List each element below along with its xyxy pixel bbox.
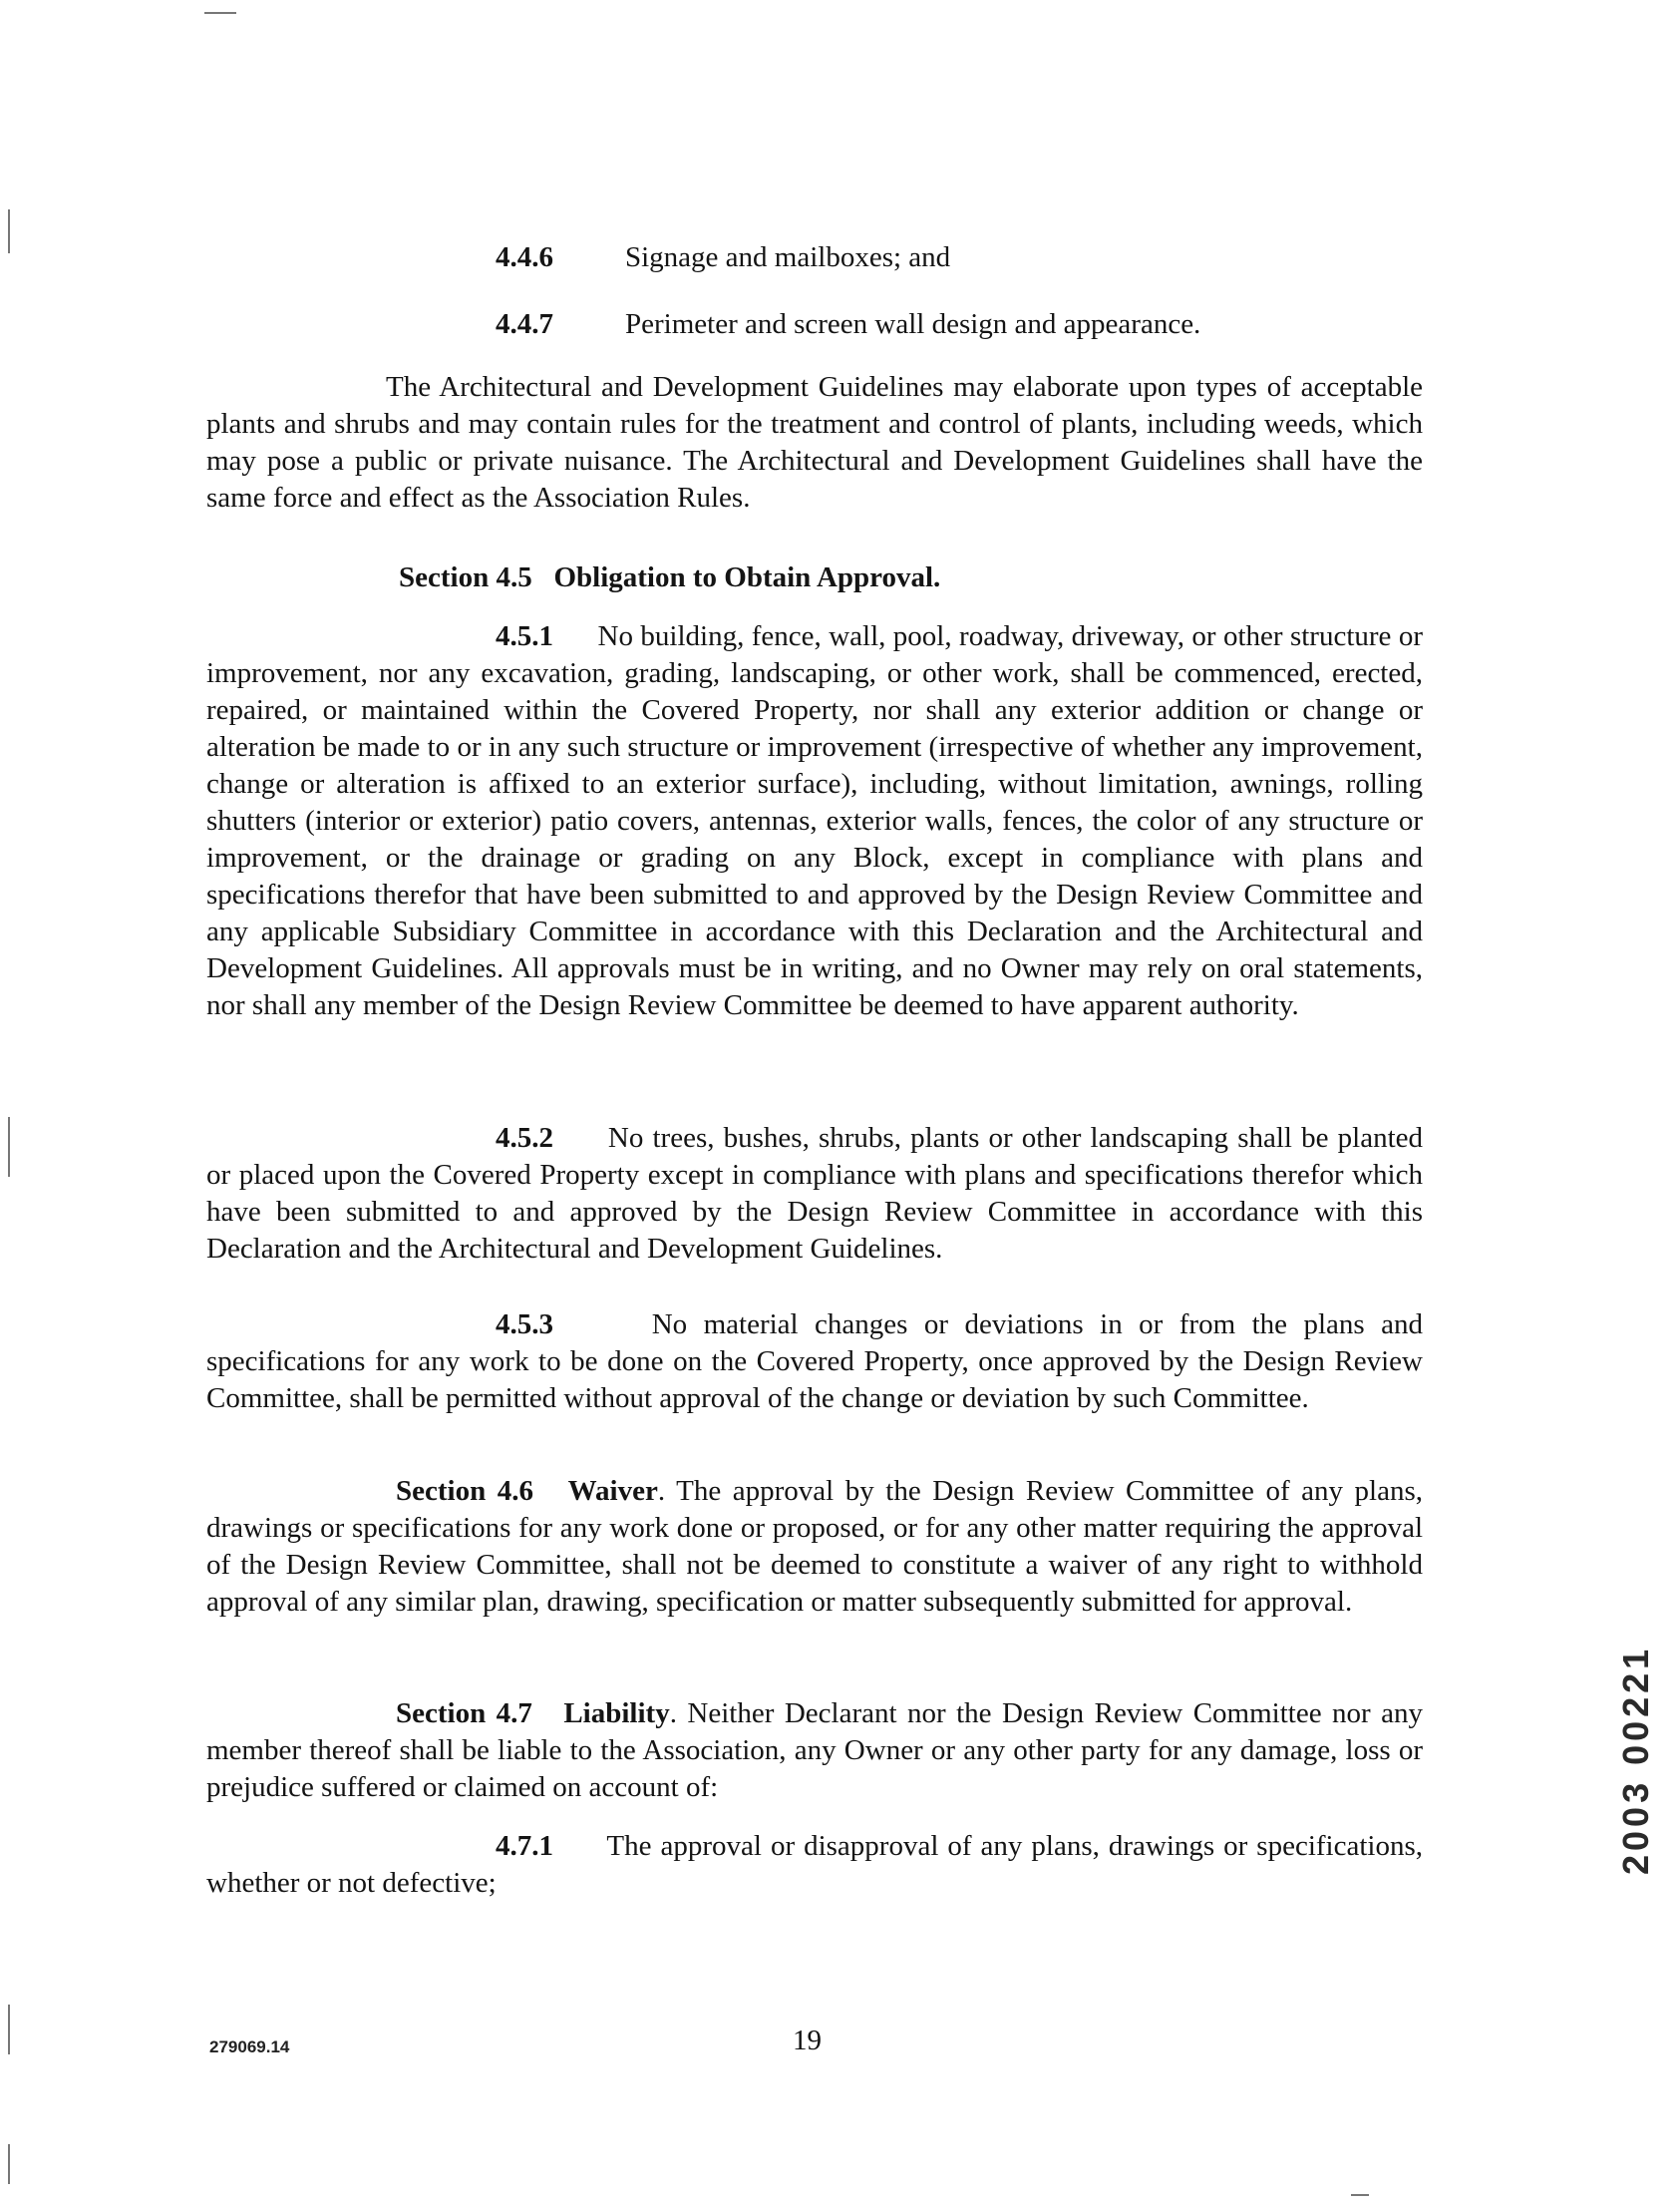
scan-mark-left-4 [8,2144,10,2184]
item-number: 4.4.7 [496,308,553,340]
scan-mark-bottom [1351,2194,1369,2196]
section-text: . Neither Declarant nor the Design Review Committee nor any member thereof shall be liable to the Association, any Owner or any other party for any damage, loss or prejudice suffered or claimed on account of: [206,1697,1424,1803]
section-label: Section 4.7 [396,1697,532,1729]
item-text: Perimeter and screen wall design and appearance. [625,308,1201,340]
list-item-4-4-7 [496,306,1200,342]
section-4-7 [206,1695,1423,1806]
document-id: 279069.14 [209,2037,290,2056]
paragraph-number: 4.5.3 [496,1308,553,1340]
scan-mark-left-1 [8,209,10,253]
guidelines-paragraph: The Architectural and Development Guidelines may elaborate upon types of acceptable plants and shrubs and may contain rules for the treatment and control of plants, including weeds, which may pose a public or private nuisance. The Architectural and Development Guidelines shall have the same force and effect as the Association Rules. [206,371,1423,514]
list-item-4-4-6 [496,239,950,275]
recording-stamp: 2003 00221 [1615,1645,1656,1875]
paragraph-text: No trees, bushes, shrubs, plants or other landscaping shall be planted or placed upon the Covered Property except in compliance with plans and specifications therefor which have been submitted to and approved by the Design Review Committee in accordance with this Declaration and the Architectural and Development Guidelines. [206,1122,1424,1265]
paragraph-number: 4.5.2 [496,1122,553,1154]
paragraph-4-5-1 [206,618,1423,1024]
section-label: Section 4.6 [396,1475,534,1507]
section-4-6 [206,1473,1423,1621]
paragraph-4-5-2 [206,1120,1423,1268]
scan-mark-left-3 [8,2005,10,2054]
paragraph-text: No building, fence, wall, pool, roadway, driveway, or other structure or improvement, nor any excavation, grading, landscaping, or other work, shall be commenced, erected, repaired, or maintained within the Covered Property, nor shall any exterior addition or change or alteration be made to or in any such structure or improvement (irrespective of whether any improvement, change or alteration is affixed to an exterior surface), including, without limitation, awnings, rolling shutters (interior or exterior) patio covers, antennas, exterior walls, fences, the color of any structure or improvement, or the drainage or grading on any Block, except in compliance with plans and specifications therefor that have been submitted to and approved by the Design Review Committee and any applicable Subsidiary Committee in accordance with this Declaration and the Architectural and Development Guidelines. All approvals must be in writing, and no Owner may rely on oral statements, nor shall any member of the Design Review Committee be deemed to have apparent authority. [206,620,1423,1021]
scan-mark-top [204,12,236,14]
paragraph-number: 4.7.1 [496,1830,553,1862]
section-text: . The approval by the Design Review Committee of any plans, drawings or specifications for any work done or proposed, or for any other matter requiring the approval of the Design Review Committee, shall not be deemed to constitute a waiver of any right to withhold approval of any similar plan, drawing, specification or matter subsequently submitted for approval. [206,1475,1424,1618]
item-number: 4.4.6 [496,241,553,273]
paragraph-number: 4.5.1 [496,620,553,652]
section-title: Waiver [567,1475,658,1507]
section-title: Obligation to Obtain Approval. [553,561,941,593]
item-text: Signage and mailboxes; and [625,241,951,273]
section-label: Section 4.5 [399,561,532,593]
paragraph-4-5-3 [206,1306,1423,1417]
paragraph-text: No material changes or deviations in or from the plans and specifications for any work to be done on the Covered Property, once approved by the Design Review Committee, shall be permitted without approval of the change or deviation by such Committee. [206,1308,1423,1414]
scan-mark-left-2 [8,1117,10,1177]
paragraph-text: The approval or disapproval of any plans, drawings or specifications, whether or not defective; [206,1830,1423,1899]
section-title: Liability [563,1697,670,1729]
section-4-5-heading [399,559,940,595]
page-number: 19 [793,2024,822,2056]
paragraph-4-7-1 [206,1828,1423,1902]
